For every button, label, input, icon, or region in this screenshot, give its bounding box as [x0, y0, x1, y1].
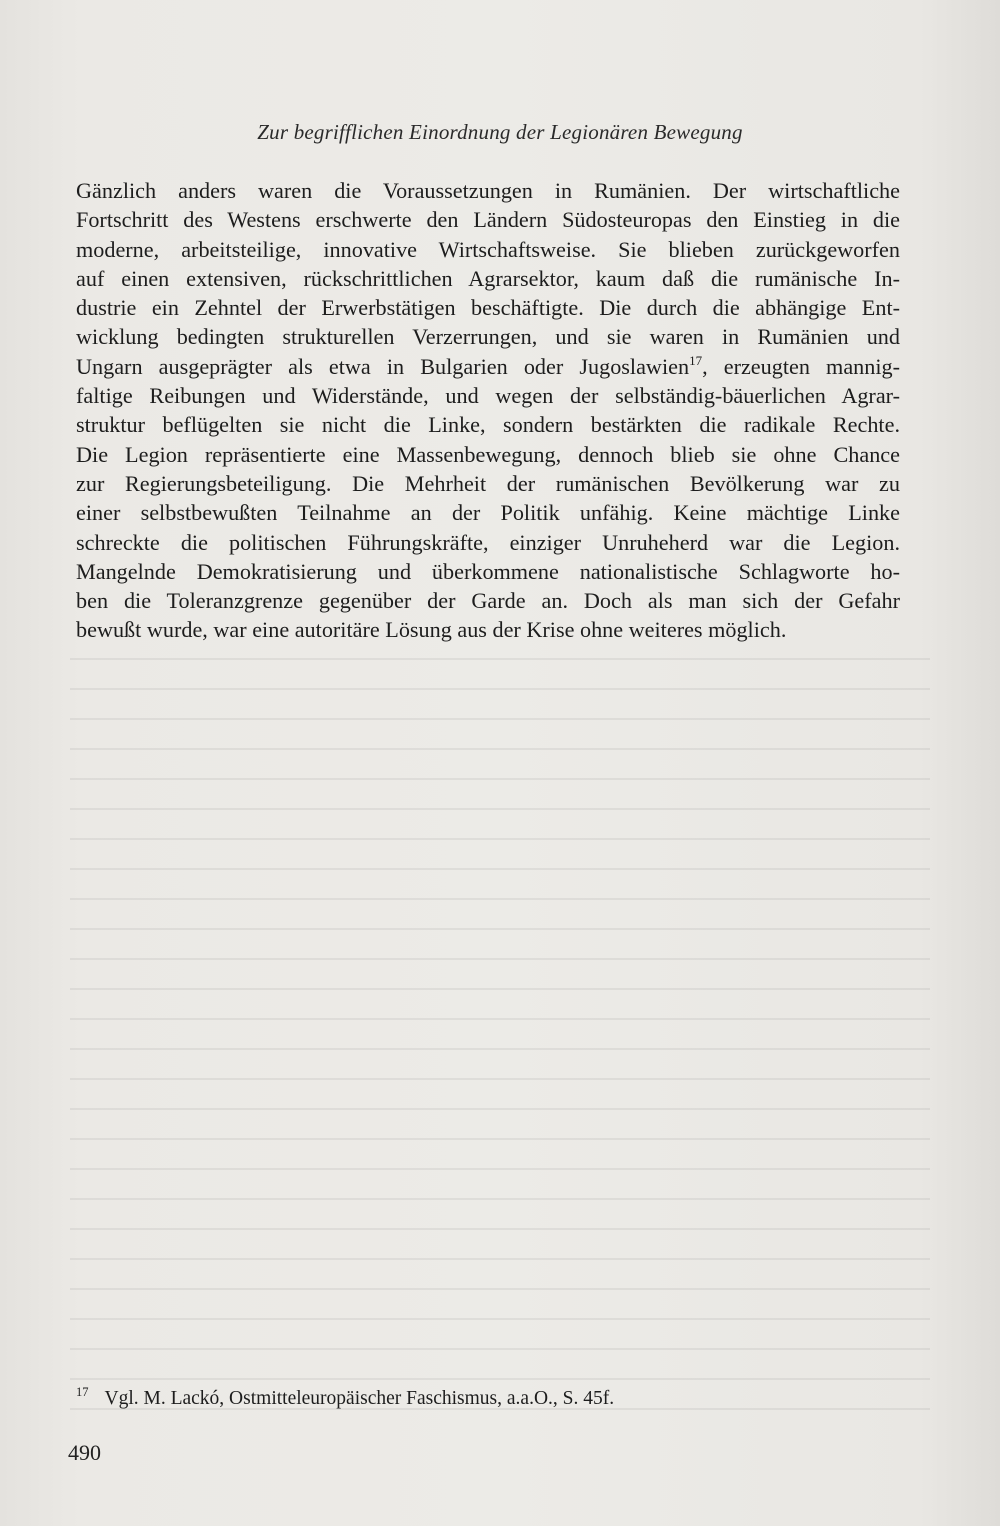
body-line: moderne, arbeitsteilige, innovative Wirtschaftsweise. Sie blieben zurückgeworfen — [76, 236, 900, 262]
body-paragraph — [76, 176, 900, 645]
page-number: 490 — [68, 1440, 101, 1465]
body-line: zur Regierungsbeteiligung. Die Mehrheit der rumänischen Bevölkerung war zu — [76, 470, 900, 496]
body-line — [76, 352, 900, 381]
running-head: Zur begrifflichen Einordnung der Legionären Bewegung — [257, 120, 743, 144]
body-line: Die Legion repräsentierte eine Massenbewegung, dennoch blieb sie ohne Chance — [76, 441, 900, 467]
body-line: ben die Toleranzgrenze gegenüber der Garde an. Doch als man sich der Gefahr — [76, 588, 900, 614]
body-line: Gänzlich anders waren die Voraussetzungen in Rumänien. Der wirtschaftliche — [76, 178, 900, 203]
body-line: wicklung bedingten strukturellen Verzerrungen, und sie waren in Rumänien und — [76, 324, 900, 350]
bleed-through-texture — [70, 640, 930, 1420]
body-line-text: , erzeugten mannig- — [702, 353, 900, 379]
body-line: struktur beflügelten sie nicht die Linke, sondern bestärkten die radikale Rechte. — [76, 412, 900, 438]
body-line: einer selbstbewußten Teilnahme an der Politik unfähig. Keine mächtige Linke — [76, 500, 900, 526]
body-line: Mangelnde Demokratisierung und überkommene nationalistische Schlagworte ho- — [76, 558, 900, 584]
body-line: schreckte die politischen Führungskräfte, einziger Unruheherd war die Legion. — [76, 529, 900, 555]
body-line: faltige Reibungen und Widerstände, und wegen der selbständig-bäuerlichen Agrar- — [76, 383, 900, 409]
footnote-text: Vgl. M. Lackó, Ostmitteleuropäischer Faschismus, a.a.O., S. 45f. — [104, 1388, 615, 1409]
body-line: bewußt wurde, war eine autoritäre Lösung aus der Krise ohne weiteres möglich. — [76, 617, 787, 643]
footnote-reference[interactable]: 17 — [689, 352, 703, 368]
body-line: Fortschritt des Westens erschwerte den Ländern Südosteuropas den Einstieg in die — [76, 207, 900, 233]
body-line-text: Ungarn ausgeprägter als etwa in Bulgarien oder Jugoslawien — [76, 353, 690, 379]
body-line: auf einen extensiven, rückschrittlichen Agrarsektor, kaum daß die rumänische In- — [76, 265, 900, 291]
footnote-number: 17 — [76, 1385, 89, 1399]
body-line: dustrie ein Zehntel der Erwerbstätigen beschäftigte. Die durch die abhängige Ent- — [76, 295, 900, 321]
footnote — [76, 1386, 900, 1412]
